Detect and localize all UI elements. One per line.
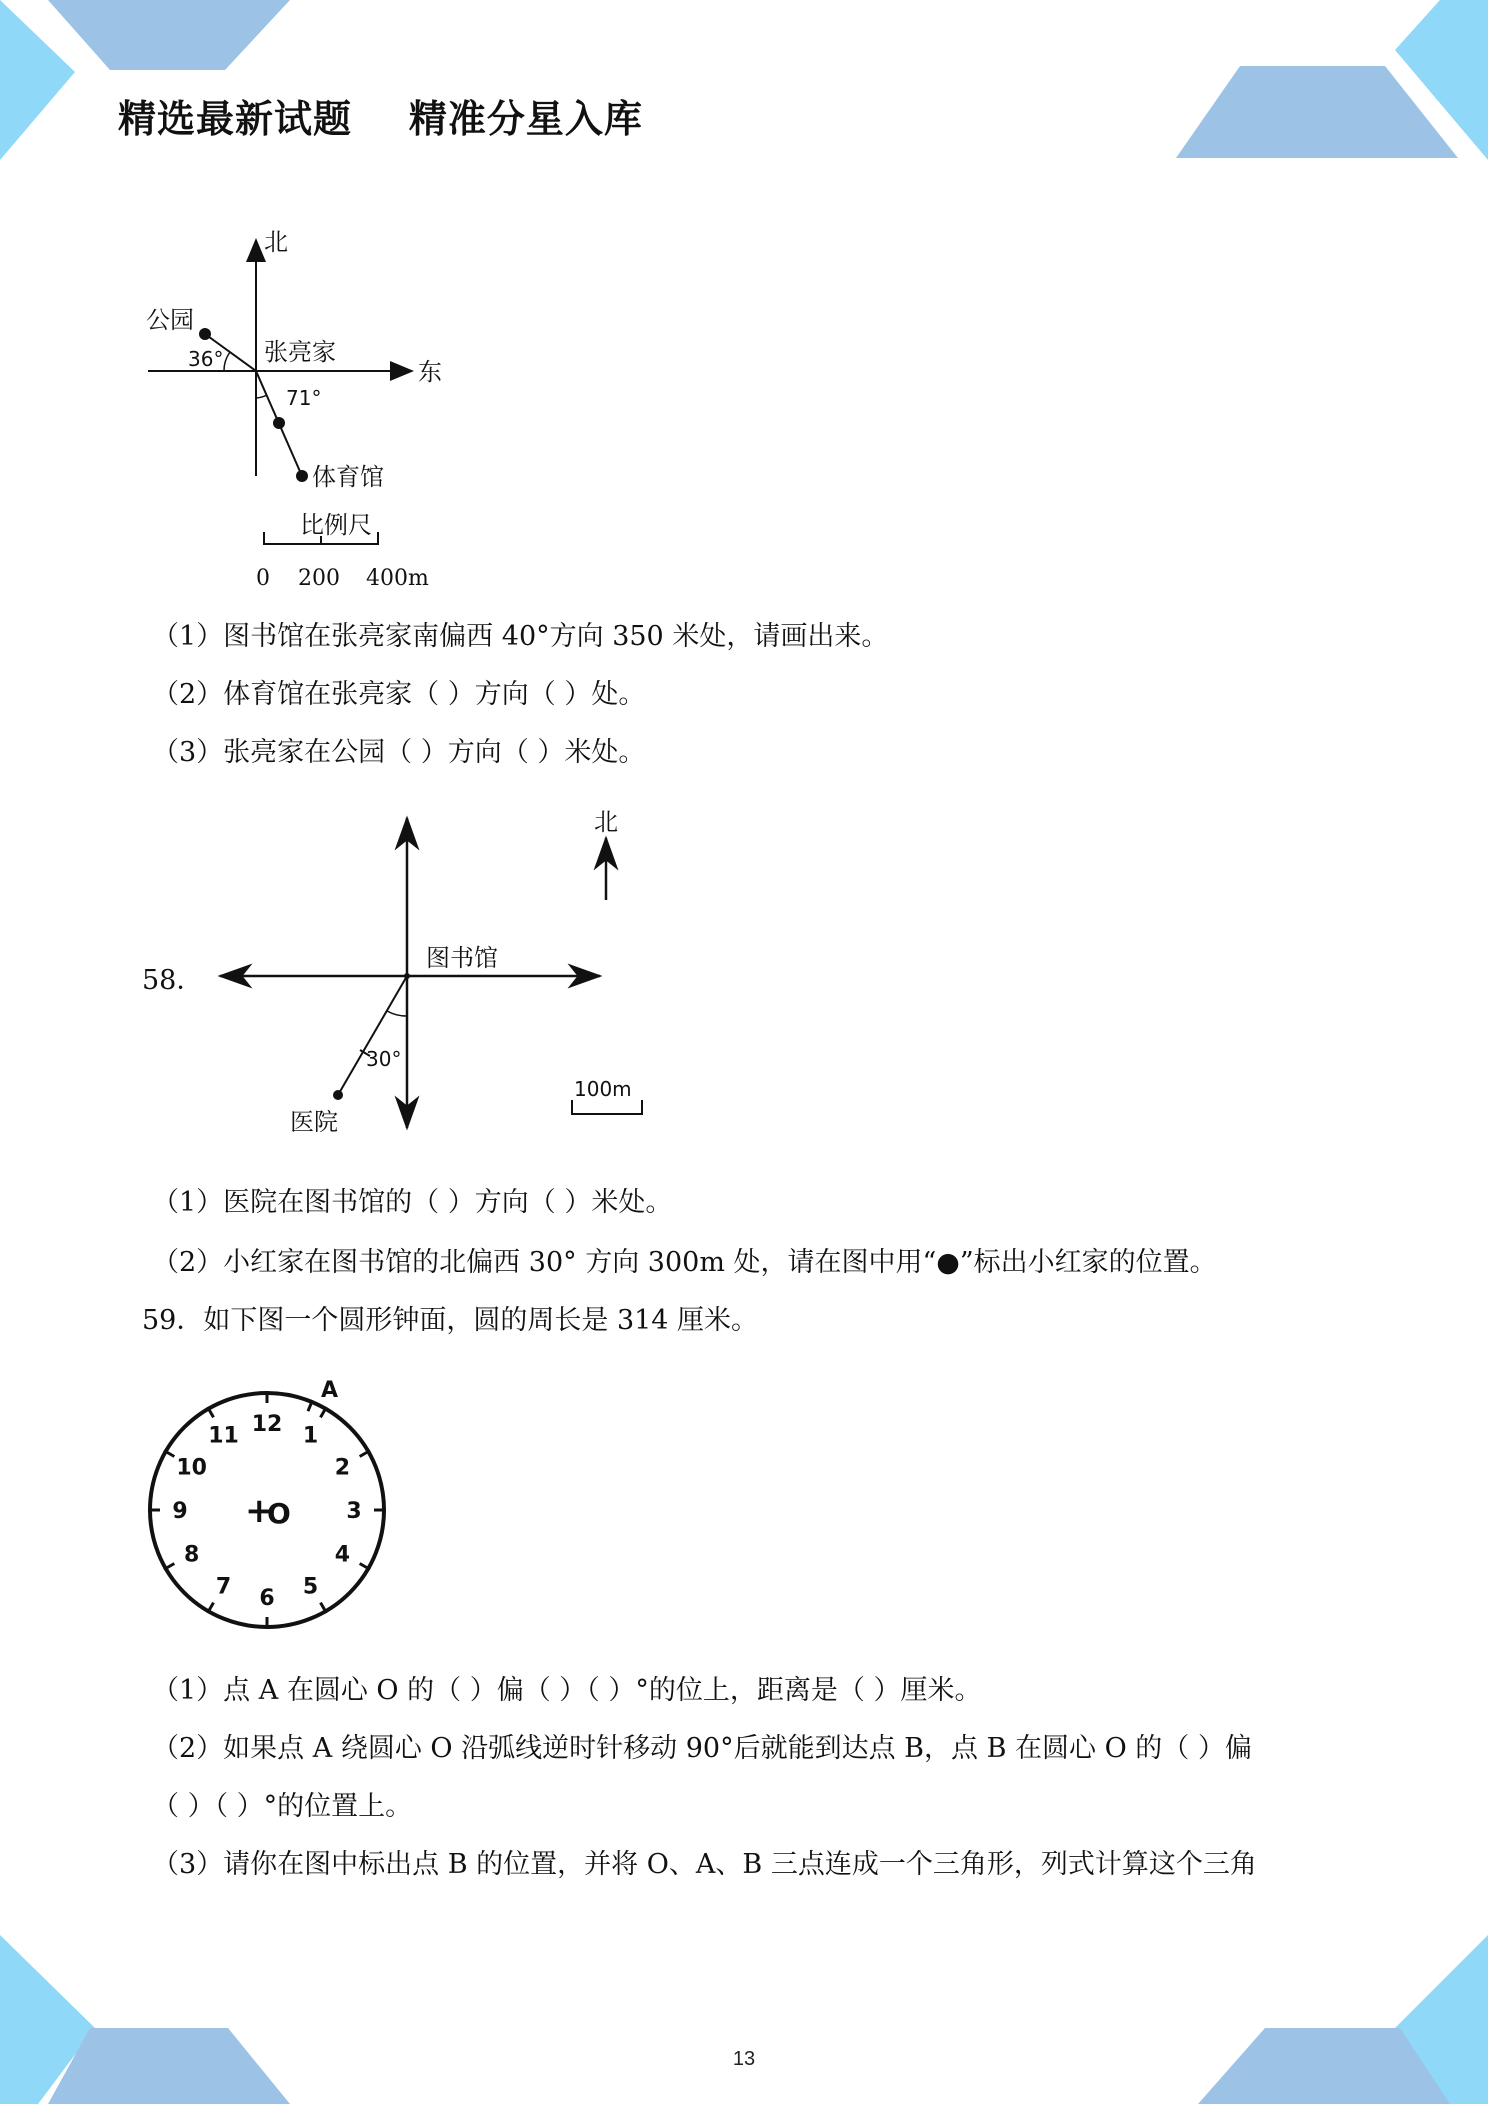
scale-tick-0: 0 — [256, 566, 270, 591]
page-number: 13 — [732, 2048, 756, 2070]
q58-sub1: （1）医院在图书馆的（ ）方向（ ）米处。 — [152, 1187, 673, 1218]
clock-number: 4 — [334, 1542, 351, 1568]
q59-sub2a: （2）如果点 A 绕圆心 O 沿弧线逆时针移动 90°后就能到达点 B，点 B 在圆心 O 的（ ）偏 — [152, 1733, 1252, 1764]
hospital-label: 医院 — [290, 1108, 338, 1136]
top-right-trapezoid — [1176, 66, 1458, 158]
scale-label: 100m — [574, 1077, 632, 1101]
clock-number: 11 — [208, 1423, 239, 1449]
gym-angle-label: 71° — [286, 386, 322, 410]
q59-sub1: （1）点 A 在圆心 O 的（ ）偏（ ）（ ）°的位上，距离是（ ）厘米。 — [152, 1675, 982, 1706]
clock-number: 10 — [176, 1455, 207, 1481]
header-title: 精选最新试题 精准分星入库 — [118, 97, 643, 141]
north-label: 北 — [264, 228, 288, 256]
q57-sub2: （2）体育馆在张亮家（ ）方向（ ）处。 — [152, 679, 646, 710]
scale-bar — [572, 1100, 642, 1114]
direction-map-figure — [140, 220, 460, 595]
q59-sub2b: （ ）（ ）°的位置上。 — [152, 1791, 413, 1822]
clock-number: 7 — [215, 1574, 232, 1600]
clock-number: 1 — [302, 1423, 319, 1449]
point-a-label: A — [321, 1378, 339, 1403]
angle-label: 30° — [366, 1047, 402, 1071]
angle-arc — [387, 1011, 407, 1016]
center-o-label: O — [267, 1497, 291, 1530]
clock-number: 12 — [251, 1412, 283, 1437]
gym-midpoint — [273, 417, 285, 429]
q58-number: 58． — [142, 965, 204, 996]
q59-text: 59．如下图一个圆形钟面，圆的周长是 314 厘米。 — [142, 1305, 759, 1336]
clock-number: 8 — [183, 1542, 200, 1568]
gym-point — [296, 470, 308, 482]
library-label: 图书馆 — [426, 944, 498, 972]
scale-tick-200: 200 — [298, 566, 340, 591]
q57-sub3: （3）张亮家在公园（ ）方向（ ）米处。 — [152, 737, 646, 768]
gym-angle-arc — [256, 395, 267, 398]
library-map-figure — [210, 800, 660, 1140]
east-label: 东 — [418, 358, 442, 386]
gym-label: 体育馆 — [312, 463, 384, 491]
q59-sub3: （3）请你在图中标出点 B 的位置，并将 O、A、B 三点连成一个三角形，列式计算这个三角 — [152, 1849, 1257, 1880]
clock-figure — [140, 1375, 400, 1635]
clock-number: 2 — [334, 1455, 351, 1481]
park-label: 公园 — [146, 306, 194, 334]
clock-number: 5 — [302, 1574, 319, 1600]
q57-sub1: （1）图书馆在张亮家南偏西 40°方向 350 米处，请画出来。 — [152, 621, 889, 652]
q58-sub2: （2）小红家在图书馆的北偏西 30° 方向 300m 处，请在图中用“●”标出小红家的位置。 — [152, 1247, 1217, 1278]
scale-tick-400m: 400m — [366, 566, 429, 591]
hospital-line — [338, 976, 407, 1095]
clock-number: 6 — [259, 1586, 275, 1611]
center-plus: + — [245, 1491, 274, 1531]
scale-title: 比例尺 — [300, 511, 372, 539]
home-label: 张亮家 — [264, 338, 336, 366]
hospital-point — [333, 1090, 343, 1100]
park-point — [199, 328, 211, 340]
top-left-banner — [48, 0, 290, 70]
north-label: 北 — [594, 808, 618, 836]
park-angle-label: 36° — [188, 347, 224, 371]
park-angle-arc — [224, 352, 230, 371]
clock-number: 9 — [172, 1499, 188, 1524]
top-left-triangle — [0, 0, 75, 160]
clock-number: 3 — [346, 1499, 362, 1524]
